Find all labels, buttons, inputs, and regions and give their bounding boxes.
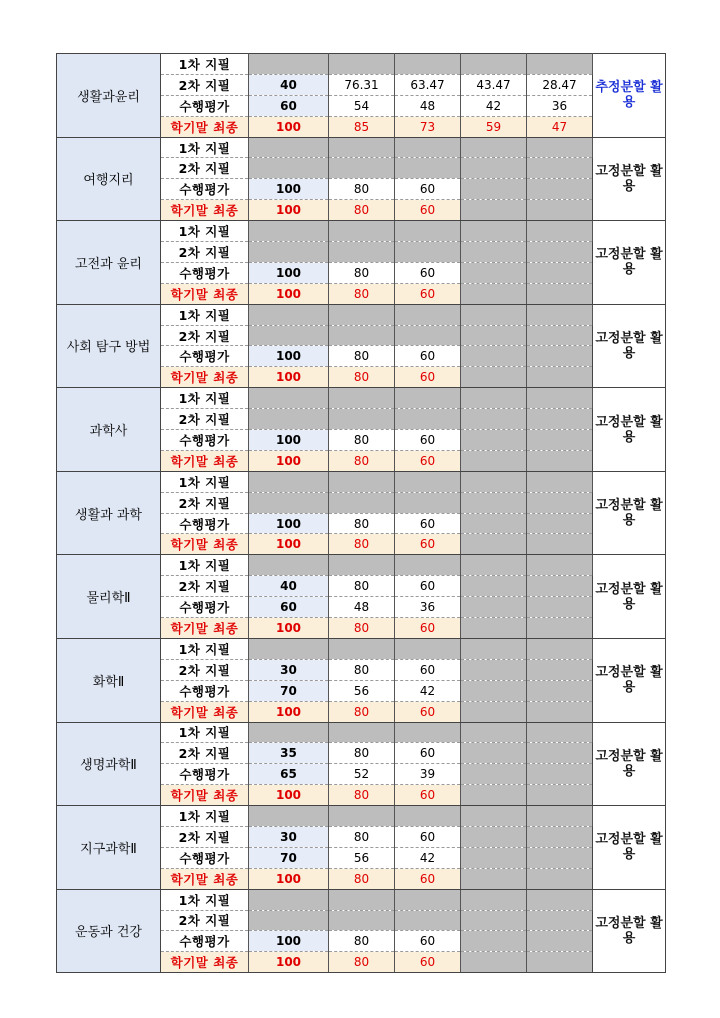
weight-percent-cell: 100	[249, 430, 329, 451]
row-label: 2차 지필	[161, 826, 249, 847]
weight-percent-cell: 70	[249, 680, 329, 701]
row-label: 수행평가	[161, 513, 249, 534]
subject-name: 지구과학Ⅱ	[57, 806, 161, 890]
grade-cutoff-cell	[461, 221, 527, 242]
grade-cutoff-cell	[527, 471, 593, 492]
grade-cutoff-cell	[461, 785, 527, 806]
subject-name: 과학사	[57, 388, 161, 472]
table-row	[57, 137, 666, 158]
grade-cutoff-cell	[461, 492, 527, 513]
grade-cutoff-cell: 60	[395, 785, 461, 806]
grade-cutoff-cell	[329, 806, 395, 827]
grade-cutoff-cell	[395, 471, 461, 492]
weight-percent-cell: 100	[249, 534, 329, 555]
grade-cutoff-cell: 60	[395, 179, 461, 200]
row-label: 1차 지필	[161, 722, 249, 743]
weight-percent-cell: 100	[249, 346, 329, 367]
grade-cutoff-cell	[527, 931, 593, 952]
grade-cutoff-cell	[395, 137, 461, 158]
weight-percent-cell: 100	[249, 618, 329, 639]
row-label: 1차 지필	[161, 388, 249, 409]
weight-percent-cell	[249, 722, 329, 743]
grade-cutoff-cell: 80	[329, 200, 395, 221]
grade-cutoff-cell: 60	[395, 952, 461, 973]
split-method-note: 고정분할 활용	[593, 388, 666, 472]
grade-cutoff-cell	[461, 262, 527, 283]
row-label: 2차 지필	[161, 325, 249, 346]
grade-cutoff-cell	[527, 221, 593, 242]
grade-cutoff-cell	[527, 242, 593, 263]
grade-cutoff-cell: 60	[395, 743, 461, 764]
final-row-label: 학기말 최종	[161, 200, 249, 221]
grade-cutoff-cell	[527, 450, 593, 471]
weight-percent-cell	[249, 158, 329, 179]
weight-percent-cell: 100	[249, 262, 329, 283]
row-label: 수행평가	[161, 680, 249, 701]
grade-cutoff-cell	[527, 659, 593, 680]
grade-cutoff-cell: 80	[329, 826, 395, 847]
grade-cutoff-cell	[527, 200, 593, 221]
row-label: 수행평가	[161, 346, 249, 367]
row-label: 수행평가	[161, 430, 249, 451]
grade-cutoff-cell	[461, 910, 527, 931]
grade-cutoff-cell	[527, 325, 593, 346]
grade-cutoff-cell	[461, 889, 527, 910]
grade-cutoff-cell: 80	[329, 659, 395, 680]
grade-cutoff-cell: 80	[329, 450, 395, 471]
split-method-note: 고정분할 활용	[593, 806, 666, 890]
final-row-label: 학기말 최종	[161, 952, 249, 973]
grade-cutoff-cell	[461, 701, 527, 722]
final-row-label: 학기말 최종	[161, 450, 249, 471]
grade-cutoff-cell	[461, 450, 527, 471]
final-row-label: 학기말 최종	[161, 283, 249, 304]
grade-cutoff-cell	[527, 680, 593, 701]
table-row	[57, 638, 666, 659]
grade-cutoff-cell: 48	[395, 95, 461, 116]
grade-cutoff-cell	[461, 325, 527, 346]
weight-percent-cell: 40	[249, 74, 329, 95]
grade-cutoff-cell: 47	[527, 116, 593, 137]
grade-cutoff-cell: 80	[329, 367, 395, 388]
grade-cutoff-cell: 56	[329, 847, 395, 868]
grade-cutoff-cell	[461, 388, 527, 409]
row-label: 2차 지필	[161, 158, 249, 179]
weight-percent-cell: 100	[249, 200, 329, 221]
grade-cutoff-cell: 60	[395, 618, 461, 639]
grade-cutoff-cell	[461, 576, 527, 597]
grade-cutoff-cell	[527, 137, 593, 158]
grade-cutoff-cell	[527, 304, 593, 325]
subject-name: 운동과 건강	[57, 889, 161, 973]
grade-cutoff-cell	[329, 158, 395, 179]
grade-cutoff-cell	[329, 638, 395, 659]
grade-cutoff-cell: 36	[395, 597, 461, 618]
weight-percent-cell	[249, 325, 329, 346]
grade-cutoff-cell	[395, 388, 461, 409]
weight-percent-cell	[249, 221, 329, 242]
grade-cutoff-cell: 80	[329, 785, 395, 806]
split-method-note: 고정분할 활용	[593, 722, 666, 806]
grade-cutoff-cell	[461, 555, 527, 576]
grade-cutoff-cell	[461, 54, 527, 75]
grade-cutoff-cell: 43.47	[461, 74, 527, 95]
weight-percent-cell: 100	[249, 513, 329, 534]
row-label: 1차 지필	[161, 638, 249, 659]
weight-percent-cell: 35	[249, 743, 329, 764]
row-label: 수행평가	[161, 179, 249, 200]
subject-name: 여행지리	[57, 137, 161, 221]
grade-cutoff-cell	[395, 409, 461, 430]
row-label: 2차 지필	[161, 492, 249, 513]
grade-cutoff-cell	[461, 680, 527, 701]
grade-cutoff-cell: 60	[395, 826, 461, 847]
weight-percent-cell	[249, 242, 329, 263]
grade-cutoff-cell	[395, 555, 461, 576]
row-label: 2차 지필	[161, 242, 249, 263]
weight-percent-cell: 100	[249, 450, 329, 471]
row-label: 1차 지필	[161, 889, 249, 910]
grade-cutoff-cell: 60	[395, 262, 461, 283]
table-row	[57, 889, 666, 910]
grade-cutoff-cell	[395, 910, 461, 931]
grade-cutoff-cell	[527, 764, 593, 785]
split-method-note: 고정분할 활용	[593, 471, 666, 555]
grade-cutoff-cell	[329, 492, 395, 513]
grade-cutoff-cell: 39	[395, 764, 461, 785]
grade-cutoff-cell: 80	[329, 931, 395, 952]
weight-percent-cell	[249, 492, 329, 513]
weight-percent-cell: 100	[249, 952, 329, 973]
grade-cutoff-cell: 60	[395, 283, 461, 304]
weight-percent-cell	[249, 555, 329, 576]
grade-cutoff-cell: 80	[329, 618, 395, 639]
weight-percent-cell: 100	[249, 868, 329, 889]
final-row-label: 학기말 최종	[161, 868, 249, 889]
grade-cutoff-cell	[461, 868, 527, 889]
final-row-label: 학기말 최종	[161, 701, 249, 722]
grade-cutoff-cell	[329, 409, 395, 430]
grade-cutoff-cell: 60	[395, 367, 461, 388]
grade-cutoff-cell	[527, 534, 593, 555]
grade-cutoff-cell	[329, 221, 395, 242]
weight-percent-cell	[249, 137, 329, 158]
weight-percent-cell: 60	[249, 95, 329, 116]
grade-cutoff-cell: 80	[329, 430, 395, 451]
grade-cutoff-cell	[329, 722, 395, 743]
grade-cutoff-cell	[527, 367, 593, 388]
table-row	[57, 54, 666, 75]
split-method-note: 고정분할 활용	[593, 638, 666, 722]
grade-cutoff-cell	[461, 283, 527, 304]
weight-percent-cell: 40	[249, 576, 329, 597]
grade-cutoff-cell: 80	[329, 868, 395, 889]
row-label: 수행평가	[161, 847, 249, 868]
grade-cutoff-cell	[395, 304, 461, 325]
grade-cutoff-cell	[527, 492, 593, 513]
grade-cutoff-cell: 60	[395, 576, 461, 597]
grade-cutoff-cell: 60	[395, 868, 461, 889]
grade-cutoff-cell	[461, 847, 527, 868]
grade-cutoff-cell	[395, 325, 461, 346]
row-label: 2차 지필	[161, 743, 249, 764]
grade-cutoff-cell	[461, 931, 527, 952]
grade-cutoff-cell	[461, 722, 527, 743]
grade-cutoff-cell: 42	[461, 95, 527, 116]
grade-cutoff-cell	[527, 597, 593, 618]
row-label: 2차 지필	[161, 910, 249, 931]
grade-cutoff-cell	[461, 304, 527, 325]
table-row	[57, 304, 666, 325]
split-method-note: 추정분할 활용	[593, 54, 666, 138]
grade-cutoff-cell	[395, 54, 461, 75]
grade-cutoff-cell	[461, 952, 527, 973]
split-method-note: 고정분할 활용	[593, 889, 666, 973]
grade-cutoff-cell: 56	[329, 680, 395, 701]
grade-cutoff-cell	[461, 513, 527, 534]
grade-cutoff-cell	[527, 722, 593, 743]
grade-cutoff-cell	[461, 806, 527, 827]
grade-cutoff-cell: 60	[395, 534, 461, 555]
table-row	[57, 555, 666, 576]
row-label: 2차 지필	[161, 74, 249, 95]
grade-cutoff-cell	[461, 743, 527, 764]
table-row	[57, 806, 666, 827]
subject-name: 생활과 과학	[57, 471, 161, 555]
grade-cutoff-cell	[329, 889, 395, 910]
grade-cutoff-cell	[527, 952, 593, 973]
weight-percent-cell	[249, 409, 329, 430]
grade-cutoff-cell	[395, 806, 461, 827]
grade-cutoff-cell: 80	[329, 952, 395, 973]
grade-cutoff-cell: 60	[395, 701, 461, 722]
grade-cutoff-cell: 60	[395, 931, 461, 952]
grade-cutoff-cell: 63.47	[395, 74, 461, 95]
final-row-label: 학기말 최종	[161, 116, 249, 137]
weight-percent-cell	[249, 638, 329, 659]
grade-cutoff-cell	[527, 806, 593, 827]
subject-name: 사회 탐구 방법	[57, 304, 161, 388]
grade-cutoff-cell	[395, 722, 461, 743]
grade-cutoff-cell	[527, 785, 593, 806]
table-body	[57, 54, 666, 973]
row-label: 1차 지필	[161, 555, 249, 576]
grade-cutoff-cell: 80	[329, 743, 395, 764]
grade-cutoff-cell	[329, 910, 395, 931]
grade-cutoff-cell	[527, 388, 593, 409]
grade-cutoff-cell	[461, 764, 527, 785]
subject-name: 생활과윤리	[57, 54, 161, 138]
grade-cutoff-cell	[461, 534, 527, 555]
row-label: 1차 지필	[161, 471, 249, 492]
grade-cutoff-cell	[527, 54, 593, 75]
grade-cutoff-cell	[461, 409, 527, 430]
subject-name: 물리학Ⅱ	[57, 555, 161, 639]
grade-cutoff-cell: 80	[329, 576, 395, 597]
grade-cutoff-cell	[527, 283, 593, 304]
weight-percent-cell: 100	[249, 931, 329, 952]
grade-cutoff-cell	[461, 471, 527, 492]
grade-cutoff-cell	[527, 701, 593, 722]
grade-cutoff-cell: 60	[395, 430, 461, 451]
grade-cutoff-cell	[461, 158, 527, 179]
row-label: 1차 지필	[161, 221, 249, 242]
split-method-note: 고정분할 활용	[593, 555, 666, 639]
grade-cutoff-cell	[329, 54, 395, 75]
grade-cutoff-cell: 42	[395, 847, 461, 868]
final-row-label: 학기말 최종	[161, 534, 249, 555]
grade-cutoff-cell	[461, 659, 527, 680]
grade-cutoff-cell	[461, 179, 527, 200]
split-method-note: 고정분할 활용	[593, 137, 666, 221]
row-label: 2차 지필	[161, 659, 249, 680]
grade-cutoff-cell: 80	[329, 179, 395, 200]
grade-cutoff-cell	[329, 304, 395, 325]
weight-percent-cell: 100	[249, 179, 329, 200]
weight-percent-cell	[249, 471, 329, 492]
grade-cutoff-cell	[329, 471, 395, 492]
grade-cutoff-cell	[527, 409, 593, 430]
table-row	[57, 221, 666, 242]
grade-cutoff-cell	[395, 638, 461, 659]
weight-percent-cell	[249, 388, 329, 409]
grade-cutoff-cell: 42	[395, 680, 461, 701]
grade-split-table	[56, 53, 666, 973]
grade-cutoff-cell	[329, 388, 395, 409]
row-label: 수행평가	[161, 262, 249, 283]
weight-percent-cell: 70	[249, 847, 329, 868]
grade-cutoff-cell	[395, 221, 461, 242]
weight-percent-cell	[249, 806, 329, 827]
grade-cutoff-cell: 76.31	[329, 74, 395, 95]
subject-name: 생명과학Ⅱ	[57, 722, 161, 806]
weight-percent-cell	[249, 889, 329, 910]
grade-cutoff-cell	[329, 242, 395, 263]
grade-cutoff-cell	[461, 638, 527, 659]
grade-cutoff-cell: 60	[395, 346, 461, 367]
grade-cutoff-cell: 80	[329, 262, 395, 283]
grade-cutoff-cell	[527, 158, 593, 179]
final-row-label: 학기말 최종	[161, 367, 249, 388]
grade-cutoff-cell	[527, 743, 593, 764]
weight-percent-cell: 60	[249, 597, 329, 618]
grade-cutoff-cell	[395, 492, 461, 513]
grade-cutoff-cell	[461, 618, 527, 639]
table-row	[57, 388, 666, 409]
row-label: 수행평가	[161, 931, 249, 952]
weight-percent-cell	[249, 54, 329, 75]
grade-cutoff-cell	[527, 868, 593, 889]
weight-percent-cell: 65	[249, 764, 329, 785]
grade-cutoff-cell	[395, 242, 461, 263]
grade-cutoff-cell: 60	[395, 513, 461, 534]
grade-cutoff-cell	[527, 346, 593, 367]
grade-cutoff-cell: 60	[395, 450, 461, 471]
grade-cutoff-cell: 85	[329, 116, 395, 137]
subject-name: 화학Ⅱ	[57, 638, 161, 722]
grade-cutoff-cell	[527, 638, 593, 659]
grade-cutoff-cell: 80	[329, 283, 395, 304]
subject-name: 고전과 윤리	[57, 221, 161, 305]
final-row-label: 학기말 최종	[161, 618, 249, 639]
row-label: 수행평가	[161, 95, 249, 116]
weight-percent-cell: 100	[249, 283, 329, 304]
row-label: 1차 지필	[161, 806, 249, 827]
grade-cutoff-cell	[395, 158, 461, 179]
grade-cutoff-cell: 36	[527, 95, 593, 116]
row-label: 2차 지필	[161, 576, 249, 597]
grade-cutoff-cell	[461, 242, 527, 263]
weight-percent-cell: 100	[249, 701, 329, 722]
table-row	[57, 471, 666, 492]
weight-percent-cell: 100	[249, 785, 329, 806]
grade-cutoff-cell	[461, 367, 527, 388]
grade-cutoff-cell: 80	[329, 346, 395, 367]
grade-cutoff-cell: 52	[329, 764, 395, 785]
weight-percent-cell: 100	[249, 116, 329, 137]
grade-cutoff-cell: 28.47	[527, 74, 593, 95]
split-method-note: 고정분할 활용	[593, 221, 666, 305]
grade-cutoff-cell	[329, 325, 395, 346]
grade-cutoff-cell	[527, 555, 593, 576]
grade-cutoff-cell	[461, 346, 527, 367]
grade-cutoff-cell	[461, 430, 527, 451]
grade-cutoff-cell: 54	[329, 95, 395, 116]
weight-percent-cell: 30	[249, 659, 329, 680]
grade-cutoff-cell	[527, 262, 593, 283]
grade-cutoff-cell	[461, 597, 527, 618]
row-label: 1차 지필	[161, 304, 249, 325]
grade-cutoff-cell	[527, 847, 593, 868]
grade-cutoff-cell	[527, 430, 593, 451]
grade-cutoff-cell	[329, 555, 395, 576]
grade-cutoff-cell: 80	[329, 701, 395, 722]
grade-cutoff-cell	[527, 889, 593, 910]
grade-cutoff-cell: 80	[329, 534, 395, 555]
table-row	[57, 722, 666, 743]
grade-cutoff-cell	[527, 179, 593, 200]
weight-percent-cell: 30	[249, 826, 329, 847]
grade-cutoff-cell	[395, 889, 461, 910]
grade-cutoff-cell	[527, 513, 593, 534]
grade-cutoff-cell	[461, 137, 527, 158]
row-label: 2차 지필	[161, 409, 249, 430]
row-label: 수행평가	[161, 597, 249, 618]
grade-cutoff-cell	[527, 576, 593, 597]
grade-cutoff-cell: 73	[395, 116, 461, 137]
row-label: 1차 지필	[161, 137, 249, 158]
grade-cutoff-cell: 80	[329, 513, 395, 534]
grade-cutoff-cell	[461, 826, 527, 847]
grade-cutoff-cell: 60	[395, 200, 461, 221]
grade-cutoff-cell: 59	[461, 116, 527, 137]
row-label: 1차 지필	[161, 54, 249, 75]
final-row-label: 학기말 최종	[161, 785, 249, 806]
grade-cutoff-cell	[527, 618, 593, 639]
grade-cutoff-cell	[329, 137, 395, 158]
grade-cutoff-cell: 60	[395, 659, 461, 680]
grade-cutoff-cell	[461, 200, 527, 221]
grade-cutoff-cell: 48	[329, 597, 395, 618]
grade-cutoff-cell	[527, 910, 593, 931]
weight-percent-cell	[249, 910, 329, 931]
weight-percent-cell: 100	[249, 367, 329, 388]
weight-percent-cell	[249, 304, 329, 325]
split-method-note: 고정분할 활용	[593, 304, 666, 388]
row-label: 수행평가	[161, 764, 249, 785]
grade-cutoff-cell	[527, 826, 593, 847]
